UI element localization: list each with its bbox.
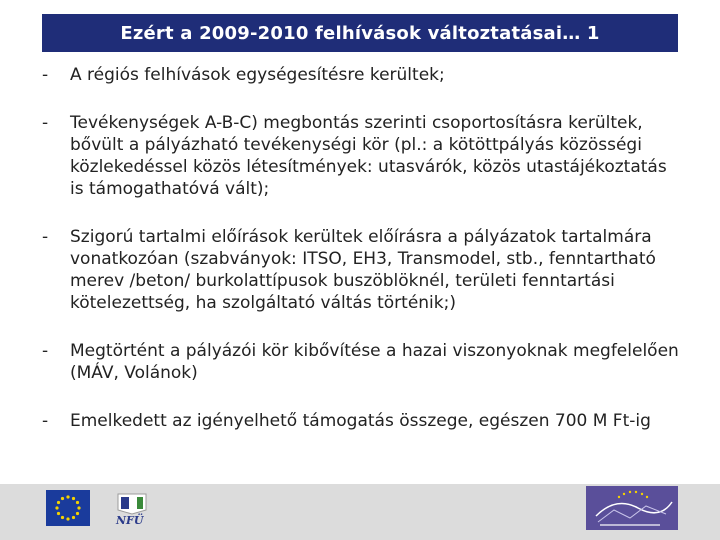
- bullet-dash: -: [42, 411, 49, 431]
- bullet-dash: -: [42, 113, 49, 133]
- bullet-text: Megtörtént a pályázói kör kibővítése a hazai viszonyoknak megfelelően (MÁV, Volánok): [70, 341, 679, 383]
- uj-magyarorszag-logo-icon: [586, 486, 678, 530]
- slide-title-text: Ezért a 2009-2010 felhívások változtatásai… 1: [120, 22, 600, 44]
- bullet-text: Emelkedett az igényelhető támogatás összege, egészen 700 M Ft-ig: [70, 411, 651, 431]
- bullet-dash: -: [42, 227, 49, 247]
- bullet-dash: -: [42, 65, 49, 85]
- bullet-dash: -: [42, 341, 49, 361]
- bullet-list: [42, 64, 682, 432]
- list-item: [42, 340, 682, 384]
- bullet-text: Tevékenységek A-B-C) megbontás szerinti csoportosításra kerültek, bővült a pályázható tevékenységi kör (pl.: a kötöttpályás közösségi közlekedéssel közös létesítmények: utasvárók, közös utastájékoztatás is támogathatóvá vált);: [70, 113, 667, 199]
- bullet-text: A régiós felhívások egységesítésre kerültek;: [70, 65, 445, 85]
- slide-title: [42, 14, 678, 52]
- list-item: [42, 64, 682, 86]
- list-item: [42, 112, 682, 200]
- eu-flag-icon: [46, 490, 90, 526]
- nfu-label: NFÜ: [116, 514, 144, 527]
- list-item: [42, 410, 682, 432]
- bullet-text: Szigorú tartalmi előírások kerültek előírásra a pályázatok tartalmára vonatkozóan (szabványok: ITSO, EH3, Transmodel, stb., fenntartható merev /beton/ burkolattípusok buszöblöknél, területi fenntartási kötelezettség, ha szolgáltató váltás történik;): [70, 227, 656, 313]
- list-item: [42, 226, 682, 314]
